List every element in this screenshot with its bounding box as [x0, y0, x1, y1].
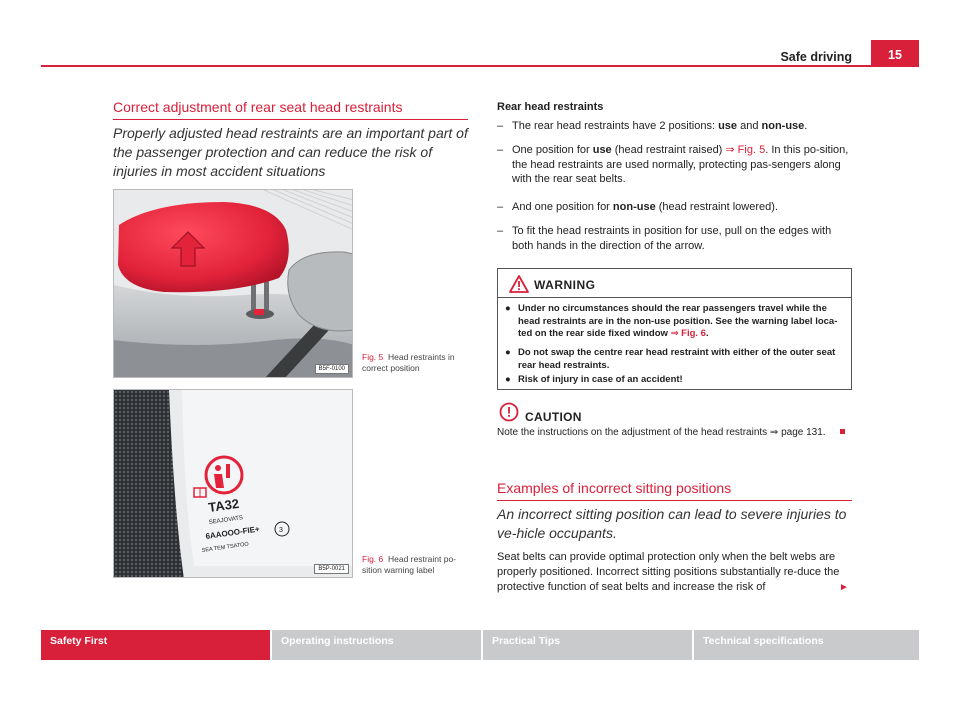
list-text: .	[804, 120, 808, 132]
page-number: 15	[871, 40, 919, 67]
figure-6-link[interactable]: ⇒ Fig. 6	[670, 328, 706, 339]
warning-text: Risk of injury in case of an accident!	[518, 374, 683, 385]
list-text: (head restraint raised)	[611, 144, 726, 156]
label-line-1: TA32	[207, 495, 240, 515]
tab-technical-specifications[interactable]: Technical specifications	[694, 630, 919, 660]
warning-text: .	[705, 328, 709, 339]
warning-title: WARNING	[534, 278, 596, 292]
section-title-sitting-positions: Examples of incorrect sitting positions	[497, 480, 852, 501]
list-text: (head restraint lowered).	[655, 201, 778, 213]
label-line-3: 6AAOOO-FIE+	[205, 524, 261, 541]
tab-practical-tips[interactable]: Practical Tips	[483, 630, 692, 660]
list-bold: non-use	[761, 120, 805, 132]
head-restraint-illustration	[114, 190, 353, 378]
list-bold: use	[718, 120, 738, 132]
list-dash: –	[497, 120, 504, 132]
warning-label-illustration	[114, 390, 353, 578]
figure-5-caption-text: Head restraints in correct position	[362, 352, 455, 373]
list-dash: –	[497, 201, 504, 213]
figure-tag: B5F-0100	[315, 364, 349, 374]
list-bold: non-use	[612, 201, 656, 213]
section-title-head-restraints: Correct adjustment of rear seat head restraints	[113, 99, 468, 120]
tab-operating-instructions[interactable]: Operating instructions	[272, 630, 481, 660]
list-text: And one position for	[512, 201, 613, 213]
list-item	[497, 143, 852, 187]
running-header-title: Safe driving	[780, 50, 852, 64]
list-text: The rear head restraints have 2 positions:	[512, 120, 719, 132]
header-rule	[41, 65, 919, 67]
tab-safety-first[interactable]: Safety First	[41, 630, 270, 660]
figure-6-caption	[362, 554, 468, 576]
label-line-5: 3	[279, 527, 283, 534]
list-bold: use	[592, 144, 612, 156]
caution-exclamation-icon	[499, 402, 519, 422]
warning-item	[505, 374, 845, 387]
warning-text: Do not swap the centre rear head restraint with either of the outer seat rear head restraints.	[518, 347, 836, 371]
section-2-body: Seat belts can provide optimal protection only when the belt webs are properly positioned. Incorrect sitting positions substantially re-duce the protective function of seat belts and increase the risk of	[497, 551, 840, 593]
figure-6-number: Fig. 6	[362, 554, 384, 564]
figure-6-caption-text: Head restraint po-sition warning label	[362, 554, 457, 575]
section-2-intro: An incorrect sitting position can lead to severe injuries to ve-hicle occupants.	[497, 506, 847, 541]
figure-5-link[interactable]: ⇒ Fig. 5	[725, 144, 766, 156]
figure-5-number: Fig. 5	[362, 352, 384, 362]
section-intro: Properly adjusted head restraints are an important part of the passenger protection and can reduce the risk of injuries in most accident situations	[113, 125, 468, 179]
continue-arrow-icon: ►	[839, 582, 849, 593]
caution-body: Note the instructions on the adjustment of the head restraints ⇒ page 131.	[497, 427, 826, 438]
warning-header	[498, 269, 851, 298]
rear-head-restraints-heading: Rear head restraints	[497, 101, 604, 113]
list-item	[497, 200, 852, 215]
caution-header	[499, 402, 699, 424]
footer-chapter-tabs	[41, 630, 919, 660]
warning-text: Under no circumstances should the rear passengers travel while the head restraints are in the non-use position. See the warning label loca-ted on the rear side fixed window	[518, 303, 838, 339]
bullet: ●	[505, 374, 511, 385]
bullet: ●	[505, 347, 511, 358]
list-dash: –	[497, 144, 504, 156]
caution-title: CAUTION	[525, 410, 582, 424]
warning-box	[497, 268, 852, 390]
figure-6-warning-label	[113, 389, 353, 578]
figure-5-caption	[362, 352, 468, 374]
list-item	[497, 224, 852, 253]
bullet: ●	[505, 303, 511, 314]
list-text: . In this po-sition, the head restraints are used normally, protecting pas-sengers along with the rear seat belts.	[512, 144, 849, 185]
figure-5-head-restraints	[113, 189, 353, 378]
end-of-section-marker	[840, 429, 845, 434]
list-item	[497, 119, 852, 134]
list-text: and	[737, 120, 762, 132]
list-text: One position for	[512, 144, 593, 156]
list-dash: –	[497, 225, 504, 237]
warning-item	[505, 303, 845, 341]
figure-tag: B5P-0021	[314, 564, 349, 574]
label-line-2: SEAJOVATS	[208, 515, 244, 526]
warning-triangle-icon	[509, 275, 529, 293]
label-line-4: SEA TEM TSATOO	[201, 541, 250, 554]
list-text: To fit the head restraints in position for use, pull on the edges with both hands in the direction of the arrow.	[512, 225, 832, 252]
caution-text	[497, 426, 852, 439]
warning-item	[505, 347, 845, 372]
